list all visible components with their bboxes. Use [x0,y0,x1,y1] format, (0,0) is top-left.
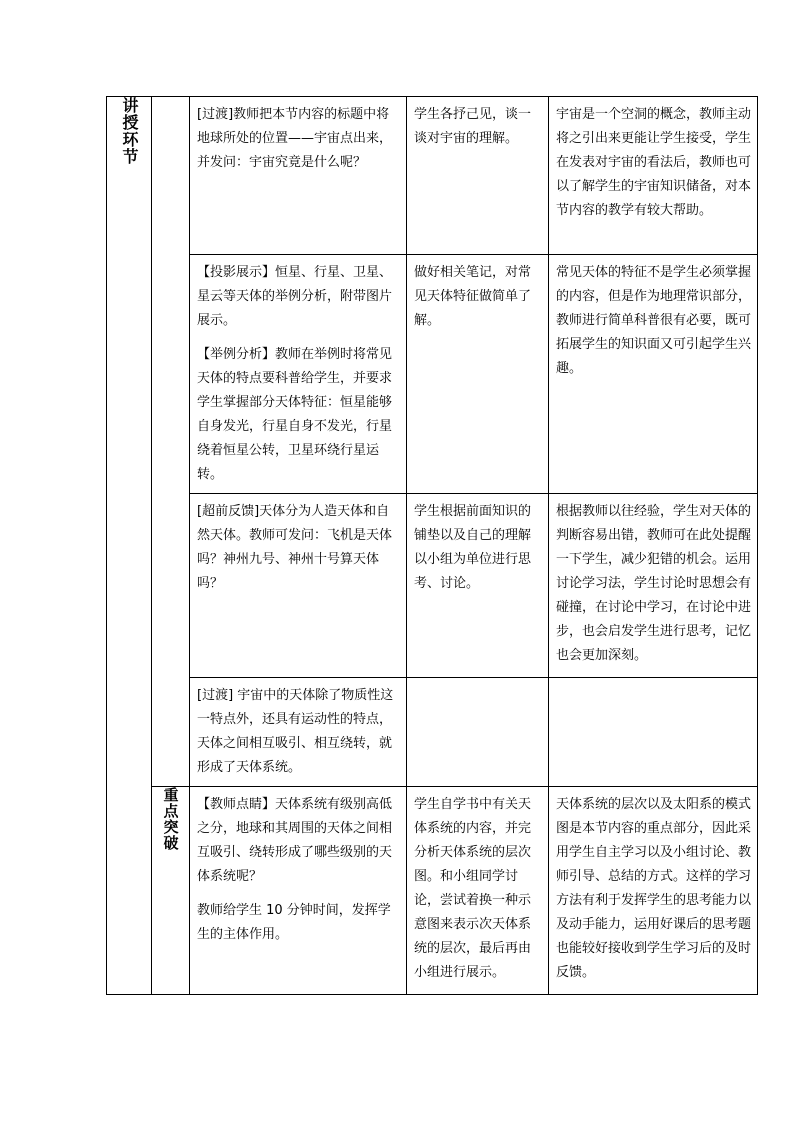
teacher-activity-cell [190,97,407,255]
student-activity-text: 学生根据前面知识的铺垫以及自己的理解以小组为单位进行思考、讨论。 [414,504,532,591]
teacher-activity-text: [过渡] 宇宙中的天体除了物质性这一特点外，还具有运动性的特点，天体之间相互吸引、相互绕转，就形成了天体系统。 [197,688,394,775]
subsection-label-cell [152,787,190,995]
teacher-activity-cell [190,678,407,787]
teacher-activity-text: 【举例分析】教师在举例时将常见天体的特点要科普给学生，并要求学生掌握部分天体特征：恒星能够自身发光，行星自身不发光，行星绕着恒星公转，卫星环绕行星运转。 [197,347,393,482]
student-activity-cell [407,255,549,494]
design-intent-text: 常见天体的特征不是学生必须掌握的内容，但是作为地理常识部分，教师进行简单科普很有必要，既可拓展学生的知识面又可引起学生兴趣。 [556,265,752,376]
teacher-activity-cell [190,255,407,494]
design-intent-cell [549,787,758,995]
student-activity-text: 学生各抒己见，谈一谈对宇宙的理解。 [414,107,532,146]
student-activity-text: 做好相关笔记，对常见天体特征做简单了解。 [414,265,532,328]
student-activity-cell [407,494,549,678]
student-activity-cell [407,678,549,787]
section-label-cell [107,97,152,995]
teacher-activity-text: 【教师点睛】天体系统有级别高低之分，地球和其周围的天体之间相互吸引、绕转形成了哪些级别的天体系统呢？ [197,797,393,884]
lesson-plan-table [106,96,758,995]
teacher-activity-text: 【投影展示】恒星、行星、卫星、星云等天体的举例分析，附带图片展示。 [197,265,393,328]
design-intent-text: 宇宙是一个空洞的概念，教师主动将之引出来更能让学生接受，学生在发表对宇宙的看法后，教师也可以了解学生的宇宙知识储备，对本节内容的教学有较大帮助。 [556,107,752,218]
table-row [107,494,758,678]
subsection-label: 重点突破 [161,787,180,851]
design-intent-cell [549,678,758,787]
student-activity-cell [407,97,549,255]
design-intent-cell [549,97,758,255]
teacher-activity-text: [过渡]教师把本节内容的标题中将地球所处的位置——宇宙点出来，并发问：宇宙究竟是什么呢？ [197,107,393,170]
subsection-empty-cell [152,97,190,787]
design-intent-cell [549,255,758,494]
teacher-activity-cell [190,787,407,995]
section-label: 讲授环节 [120,97,139,165]
student-activity-text: 学生自学书中有关天体系统的内容，并完分析天体系统的层次图。和小组同学讨论，尝试着换一种示意图来表示次天体系统的层次，最后再由小组进行展示。 [414,797,532,980]
design-intent-cell [549,494,758,678]
teacher-activity-text: [超前反馈]天体分为人造天体和自然天体。教师可发问：飞机是天体吗？神州九号、神州十号算天体吗？ [197,504,393,591]
student-activity-cell [407,787,549,995]
table-row [107,255,758,494]
table-row [107,787,758,995]
teacher-activity-text: 教师给学生 10 分钟时间，发挥学生的主体作用。 [197,903,391,942]
design-intent-text: 天体系统的层次以及太阳系的模式图是本节内容的重点部分，因此采用学生自主学习以及小组讨论、教师引导、总结的方式。这样的学习方法有利于发挥学生的思考能力以及动手能力，运用好课后的思考题也能较好接收到学生学习后的及时反馈。 [556,797,752,980]
table-row [107,97,758,255]
teacher-activity-cell [190,494,407,678]
design-intent-text: 根据教师以往经验，学生对天体的判断容易出错，教师可在此处提醒一下学生，减少犯错的机会。运用讨论学习法，学生讨论时思想会有碰撞，在讨论中学习，在讨论中进步，也会启发学生进行思考，记忆也会更加深刻。 [556,504,752,663]
table-row [107,678,758,787]
